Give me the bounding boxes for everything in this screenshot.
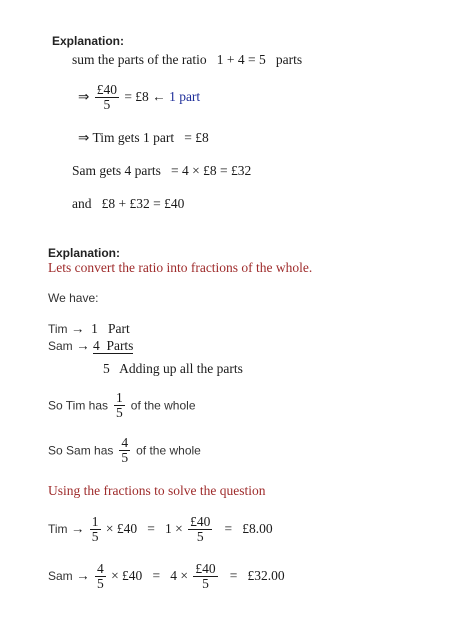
total-parts-text: Adding up all the parts: [119, 361, 243, 376]
tim-fraction-row: [48, 391, 196, 420]
fraction-denominator: 5: [196, 529, 204, 545]
tim-fraction: [90, 515, 101, 544]
sam-times-forty: × £40: [111, 567, 143, 583]
right-arrow-icon: →: [76, 567, 90, 583]
one-part-line: [78, 83, 200, 112]
fraction-numerator: £40: [96, 82, 117, 97]
tim-gets-value: = £8: [184, 130, 209, 145]
convert-intro: Lets convert the ratio into fractions of the whole.: [48, 260, 313, 275]
equals-sign: =: [224, 520, 233, 536]
four-fifths-fraction: [119, 436, 130, 465]
tim-gets-line: [78, 130, 209, 146]
using-fractions-text: Using the fractions to solve the question: [48, 483, 266, 498]
forty-over-five-fraction: [193, 562, 217, 591]
tim-multiplier: 1 ×: [165, 520, 183, 536]
sam-fraction: [95, 562, 106, 591]
fraction-numerator: 1: [91, 514, 99, 529]
fraction-denominator: 5: [202, 576, 209, 592]
sam-ratio-row: [48, 338, 133, 354]
tim-calculation-row: [48, 515, 273, 544]
fraction-denominator: 5: [103, 97, 111, 113]
sam-gets-text: Sam gets 4 parts: [72, 163, 161, 178]
fraction-denominator: 5: [121, 450, 129, 466]
fraction-numerator: 4: [121, 435, 129, 450]
one-part-value: = £8 ←: [124, 88, 166, 104]
section1-heading: Explanation:: [52, 34, 125, 48]
we-have-text: We have:: [48, 291, 99, 305]
tim-has-suffix: of the whole: [130, 398, 196, 413]
right-arrow-icon: →: [76, 338, 90, 353]
sam-name: Sam: [48, 339, 73, 353]
total-value: £8 + £32 = £40: [101, 196, 185, 211]
total-line: [72, 196, 184, 212]
right-arrow-icon: →: [70, 520, 85, 536]
total-and: and: [72, 196, 92, 211]
tim-times-forty: × £40: [105, 520, 138, 536]
equals-sign: =: [152, 567, 161, 583]
fraction-denominator: 5: [96, 576, 104, 592]
sam-fraction-row: [48, 436, 201, 465]
fraction-denominator: 5: [116, 405, 123, 421]
forty-over-five-fraction: [188, 515, 212, 544]
sam-parts-underlined: [93, 338, 134, 354]
sam-has-prefix: So Sam has: [48, 443, 114, 458]
tim-ratio-row: [48, 321, 130, 337]
total-parts-row: [103, 361, 243, 377]
sum-parts-math: 1 + 4 = 5: [216, 52, 266, 67]
sum-parts-line: [72, 52, 302, 68]
fraction-numerator: £40: [190, 514, 211, 529]
fraction-numerator: £40: [195, 561, 216, 576]
section2-heading: Explanation:: [48, 246, 121, 260]
equals-sign: =: [147, 520, 155, 536]
sam-result: £32.00: [247, 567, 285, 583]
implies-arrow: ⇒: [78, 88, 90, 104]
sam-multiplier: 4 ×: [170, 567, 188, 583]
right-arrow-icon: →: [70, 321, 85, 336]
fraction-denominator: 5: [91, 529, 99, 545]
tim-name: Tim: [48, 521, 68, 536]
tim-name: Tim: [48, 322, 68, 336]
tim-has-prefix: So Tim has: [48, 398, 109, 413]
sam-parts-word: Parts: [106, 338, 134, 353]
sum-parts-unit: parts: [275, 52, 303, 67]
sam-has-suffix: of the whole: [136, 443, 201, 458]
one-fifth-fraction: [114, 391, 125, 420]
sam-name: Sam: [48, 568, 73, 583]
sam-gets-value: = 4 × £8 = £32: [171, 163, 252, 178]
tim-parts-count: 1: [91, 321, 98, 336]
equals-sign: =: [229, 567, 238, 583]
tim-result: £8.00: [242, 520, 273, 536]
forty-over-five-fraction: [95, 83, 119, 112]
tim-gets-text: Tim gets 1 part: [92, 130, 175, 145]
sum-parts-text: sum the parts of the ratio: [72, 52, 207, 67]
fraction-numerator: 1: [116, 390, 123, 405]
tim-parts-word: Part: [108, 321, 130, 336]
total-parts-count: 5: [103, 361, 110, 376]
sam-calculation-row: [48, 562, 285, 591]
sam-gets-line: [72, 163, 251, 179]
fraction-numerator: 4: [96, 561, 104, 576]
implies-arrow: ⇒: [78, 130, 90, 145]
one-part-note: 1 part: [169, 88, 201, 104]
sam-parts-count: 4: [92, 338, 100, 353]
